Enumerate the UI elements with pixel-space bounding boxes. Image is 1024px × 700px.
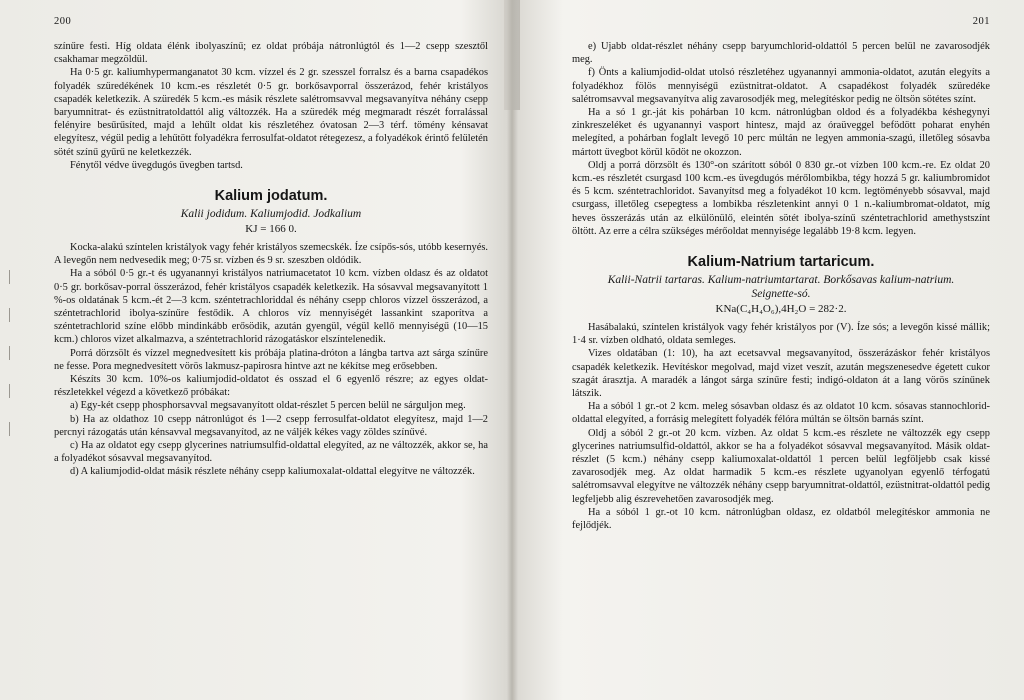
paragraph: színűre festi. Híg oldata élénk ibolyaszínű; ez oldat próbája nátronlúgtól és 1—2 csepp szesztől csakhamar megzöldül. [54, 41, 488, 66]
paragraph: Oldj a porrá dörzsölt és 130°-on szárított sóból 0 830 gr.-ot vízben 100 kcm.-re. Ez oldat 20 kcm.-es részletét csurgasd 100 kcm.-es üvegdugós mérőlombikba, tégy hozzá 5 gr. kaliumbromidot és 5 kcm. széntetrachloridot. Savanyítsd meg a folyadékot 10 kcm. legtöményebb sósavval, majd csurgass, illetőleg csepegtess a lombikba részletenkint annyi 0 1 n.-kaliumbromat-oldatot, míg heves összerázás után az elkülönülő, eleintén sötét ibolya-színű széntetrachlorid amethystszínt öltött. Az erre a célra szükséges mérőoldat mennyisége legalább 19·8 kcm. legyen. [572, 159, 990, 237]
paragraph: Ha 0·5 gr. kaliumhypermanganatot 30 kcm. vízzel és 2 gr. szesszel forralsz és a barna csapadékos folyadék szüredékének 10 kcm.-es részletét 0·5 gr. borkősavporral összerázod, fehér kristályos csapadék keletkezik. A szüredék 5 kcm.-es másik részlete salétromsavval megsavanyítva néhány csepp baryumnitrat- és ezüstnitratoldattól alig változzék. Ha a szüredék még megmaradt részét forralással felényire besűrűsíted, majd a lehűlt oldat kis részletéhez óvatosan 2—3 térf. tömény kénsavat elegyítesz, végül pedig a lehűtött folyadékra ferrosulfat-oldatot rétegezesz, a folyadékok érintő felületén sötét színű gyűrű ne keletkezzék. [54, 67, 488, 158]
paragraph: Ha a sóból 1 gr.-ot 10 kcm. nátronlúgban oldasz, ez oldatból melegítéskor ammonia ne fejlődjék. [572, 506, 990, 532]
formula: KNa(C₄H₄O₆),4H₂O = 282·2. [715, 303, 847, 316]
paragraph: Ha a sóból 1 gr.-ot 2 kcm. meleg sósavban oldasz és az oldatot 10 kcm. sósavas stannochlorid-oldattal elegyíted, a forrásig melegített folyadék félóra múltán se öltsön barnás színt. [572, 401, 990, 426]
paragraph: Vizes oldatában (1: 10), ha azt ecetsavval megsavanyítod, összerázáskor fehér kristályos csapadék keletkezik. Hevítéskor megolvad, majd vizet veszít, azután megszenesedve égetett cukor szagát árasztja. A maradék a lángot sárga színűre festi; indigó-oldaton át a lang vörös színűnek látszik. [572, 348, 990, 400]
paragraph: Porrá dörzsölt és vízzel megnedvesített kis próbája platina-dróton a lángba tartva azt sárga színűre ne fesse. Pora megnedvesített vörös lakmusz-papirosra hintve azt ne kékítse meg erősebben. [54, 347, 488, 372]
synonyms: Kalii-Natrii tartaras. Kalium-natriumtartarat. Borkősavas kalium-natrium. [607, 274, 955, 287]
page-number-left: 200 [54, 16, 72, 27]
list-item: c) Ha az oldatot egy csepp glycerines natriumsulfid-oldattal elegyíted, az ne változzék, akkor se, ha a folyadékot sósavval megsavanyítod. [54, 440, 488, 465]
paragraph: Fénytől védve üvegdugós üvegben tartsd. [70, 159, 243, 171]
section-title: Kalium-Natrium tartaricum. [687, 254, 875, 271]
synonym-secondary: Seignette-só. [751, 288, 811, 301]
section-title: Kalium jodatum. [214, 188, 328, 205]
right-page [512, 0, 1024, 700]
paragraph: Hasábalakú, színtelen kristályok vagy fehér kristályos por (V). Íze sós; a levegőn kissé mállik; 1·4 sr. vízben oldható, oldata semleges. [572, 322, 990, 347]
list-item: f) Önts a kaliumjodid-oldat utolsó részletéhez ugyanannyi ammonia-oldatot, azután elegyíts a folyadékhoz fölös mennyiségű ezüstnitrat-oldatot. A csapadékost folyadék szüredéke salétromsavval megsavanyítva alig zavarosodjék meg, melegítéskor pedig ne öltsön sötétes színt. [572, 67, 990, 105]
paragraph: Ha a sóból 0·5 gr.-t és ugyanannyi kristályos natriumacetatot 10 kcm. vízben oldasz és az oldatot 0·5 gr. borkősav-porral összerázod, fehér kristályos csapadék keletkezik. Ha sósavval megsavanyított 1 %-os oldatának 5 kcm.-ét 2—3 kcm. széntetrachloriddal és néhány csepp chloros vízzel összerázod, a széntetrachlorid ibolya-színűre festődik. A chloros víz mennyiségét lassankint szaporítva a széntetrachlorid színe előbb mindinkább erősödik, azután gyengül, végül kellő mennyiségű (10—15 kcm.) chloros vizet alkalmazva, a széntetrachlorid rázogatáskor elszíntelenedik. [54, 268, 488, 346]
list-item: d) A kaliumjodid-oldat másik részlete néhány csepp kaliumoxalat-oldattal elegyítve ne változzék. [70, 466, 475, 478]
synonyms: Kalii jodidum. Kaliumjodid. Jodkalium [180, 208, 362, 221]
paragraph: Kocka-alakú színtelen kristályok vagy fehér kristályos szemecskék. Íze csípős-sós, utóbb kesernyés. A levegőn nem nedvesedik meg; 0·75 sr. vízben és 9 sr. szeszben oldódik. [54, 242, 488, 267]
paragraph: Ha a só 1 gr.-ját kis pohárban 10 kcm. nátronlúgban oldod és a folyadékba késhegynyi zinkreszeléket és ugyanannyi vasport hintesz, majd az óraüveggel befödött poharat enyhén melegíted, a pohárban foglalt levegő 10 perc múltán ne legyen ammonia-szagú, illetőleg sósavba mártott üvegbot körül ködöt ne okozzon. [572, 107, 990, 158]
formula: KJ = 166 0. [245, 223, 297, 236]
page-number-right: 201 [972, 16, 990, 27]
list-item: a) Egy-két csepp phosphorsavval megsavanyított oldat-részlet 5 percen belül ne sárguljon meg. [70, 400, 466, 412]
paragraph: Készíts 30 kcm. 10%-os kaliumjodid-oldatot és osszad el 6 egyenlő részre; az egyes oldat-részletekkel végezd a következő próbákat: [54, 374, 488, 399]
list-item: b) Ha az oldathoz 10 csepp nátronlúgot és 1—2 csepp ferrosulfat-oldatot elegyítesz, majd 1—2 percnyi rázogatás után kénsavval megsavanyítod, az ne váljék kékes vagy zöldes színűvé. [54, 413, 488, 438]
paragraph: Oldj a sóból 2 gr.-ot 20 kcm. vízben. Az oldat 5 kcm.-es részlete ne változzék egy csepp glycerines natriumsulfid-oldattól, akkor se ha a folyadékot sósavval megsavanyítod. Másik oldat-részlet (5 kcm.) néhány csepp kaliumoxalat-oldattól 1 percen belül legföljebb csak kissé zavarosodjék meg. Az oldat harmadik 5 kcm.-es részlete ugyanolyan egyenlő térfogatú salétromsavval elegyítve ne változzék néhány csepp baryumnitrat-oldattól, ezüstnitrat-oldattól pedig legfeljebb alig észrevehetően zavarosodjék meg. [572, 427, 990, 505]
list-item: e) Ujabb oldat-részlet néhány csepp baryumchlorid-oldattól 5 percen belül ne zavarosodjék meg. [572, 41, 990, 66]
